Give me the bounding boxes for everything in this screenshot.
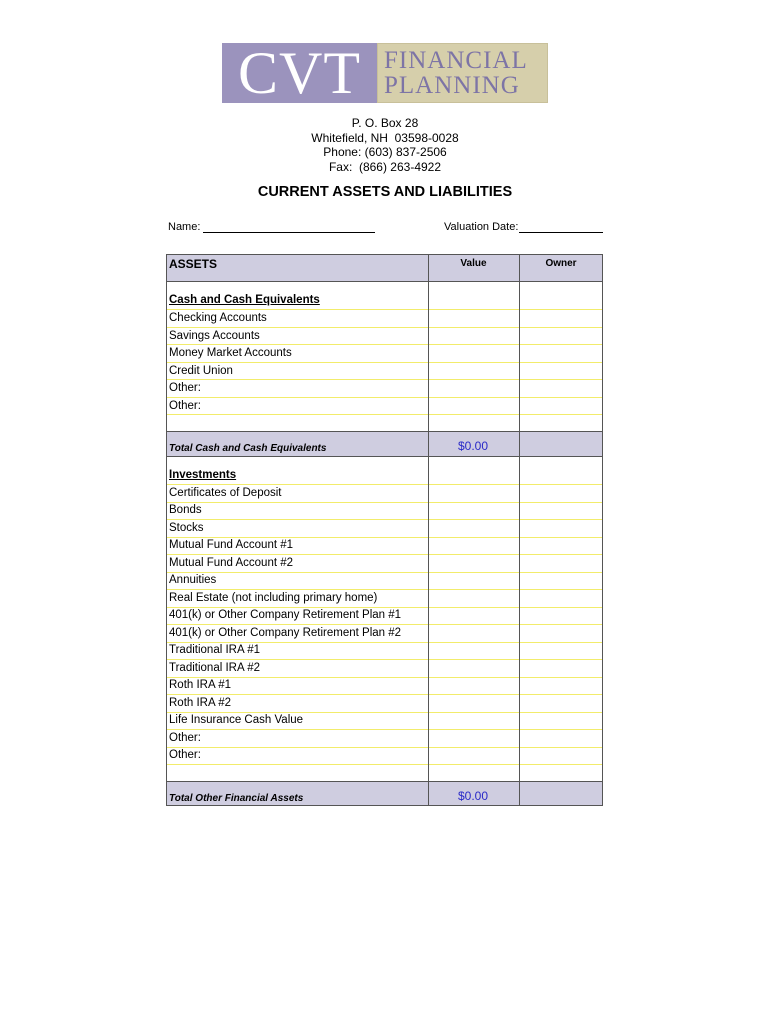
- asset-row-label: Stocks: [169, 522, 204, 534]
- logo-line-financial: FINANCIAL: [384, 47, 528, 74]
- asset-row-label: Savings Accounts: [169, 330, 260, 342]
- address-line: Fax: (866) 263-4922: [328, 159, 442, 174]
- valuation-date-label: Valuation Date:: [444, 221, 519, 233]
- logo-wordmark: [377, 43, 548, 103]
- assets-header: ASSETS: [169, 257, 218, 271]
- name-label: Name:: [168, 221, 201, 233]
- asset-row-label: 401(k) or Other Company Retirement Plan #1: [169, 609, 402, 621]
- asset-row-label: Roth IRA #2: [169, 697, 232, 709]
- cvt-logo: [222, 40, 548, 106]
- total-cash-label: Total Cash and Cash Equivalents: [169, 443, 327, 454]
- owner-header: Owner: [545, 258, 577, 269]
- value-column-divider: [428, 254, 429, 806]
- asset-row-label: Other:: [169, 732, 201, 744]
- value-header: Value: [460, 258, 487, 269]
- asset-row-label: Certificates of Deposit: [169, 487, 282, 499]
- asset-row-label: Traditional IRA #2: [169, 662, 260, 674]
- asset-row-label: 401(k) or Other Company Retirement Plan #2: [169, 627, 402, 639]
- asset-row-label: Money Market Accounts: [169, 347, 292, 359]
- asset-row-label: Traditional IRA #1: [169, 644, 260, 656]
- asset-row-label: Other:: [169, 400, 201, 412]
- asset-row-label: Annuities: [169, 574, 217, 586]
- asset-row-label: Life Insurance Cash Value: [169, 714, 304, 726]
- logo-mark: CVT: [222, 43, 377, 103]
- asset-row-label: Bonds: [169, 504, 202, 516]
- asset-row-label: Checking Accounts: [169, 312, 267, 324]
- investments-section-heading: Investments: [169, 469, 237, 481]
- asset-row-label: Other:: [169, 382, 201, 394]
- owner-column-divider: [519, 254, 520, 806]
- address-line: Phone: (603) 837-2506: [323, 145, 447, 159]
- logo-line-planning: PLANNING: [384, 72, 520, 99]
- valuation-date-field[interactable]: [519, 232, 603, 233]
- asset-row-label: Mutual Fund Account #1: [169, 539, 294, 551]
- address-line: P. O. Box 28: [351, 116, 419, 130]
- cash-section-heading: Cash and Cash Equivalents: [169, 294, 320, 306]
- page-title: CURRENT ASSETS AND LIABILITIES: [257, 184, 513, 200]
- total-investments-label: Total Other Financial Assets: [169, 793, 304, 804]
- total-investments-value: $0.00: [457, 789, 489, 803]
- asset-row-label: Real Estate (not including primary home): [169, 592, 378, 604]
- asset-row-label: Roth IRA #1: [169, 679, 232, 691]
- asset-row-label: Other:: [169, 749, 201, 761]
- address-line: Whitefield, NH 03598-0028: [311, 130, 459, 145]
- asset-row-label: Credit Union: [169, 365, 233, 377]
- address-block: [0, 116, 770, 174]
- name-field[interactable]: [203, 232, 375, 233]
- asset-row-label: Mutual Fund Account #2: [169, 557, 294, 569]
- total-cash-value: $0.00: [457, 439, 489, 453]
